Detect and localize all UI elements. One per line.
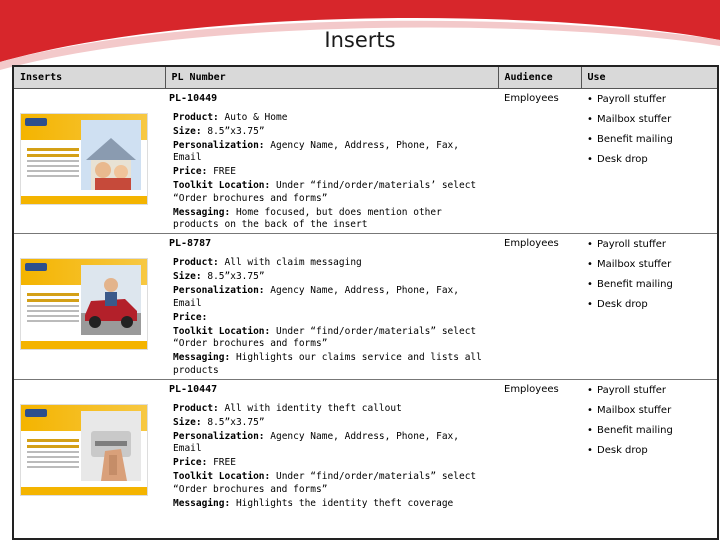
- insert-thumbnail-icon: [20, 404, 148, 496]
- pl-number: PL-8787: [169, 238, 212, 249]
- audience-cell: Employees: [498, 88, 581, 234]
- product: Auto & Home: [224, 111, 288, 123]
- header-use: Use: [581, 66, 718, 88]
- list-item: • Benefit mailing: [587, 424, 711, 437]
- insert-description-cell: PL-8787 Product: All with claim messaging Size: 8.5”x3.75” Personalization: Agency Name, Address, Phone, Fax, Email Price: Toolkit Location: Under “find/order/materials” select “Order brochures and forms” Messaging: Highlights our claims service and lists all products: [165, 234, 498, 380]
- list-item: • Mailbox stuffer: [587, 404, 711, 417]
- product: All with identity theft callout: [224, 402, 402, 414]
- pl-number: PL-10447: [169, 383, 218, 395]
- personalization: Agency Name, Address, Phone, Fax, Email: [173, 285, 459, 309]
- toolkit-location: Under “find/order/materials” select “Order brochures and forms”: [173, 471, 477, 495]
- price: FREE: [213, 166, 236, 177]
- price: FREE: [213, 457, 236, 468]
- table-row: [13, 234, 718, 380]
- size: 8.5”x3.75”: [207, 271, 265, 282]
- inserts-table: [12, 65, 719, 540]
- size: 8.5”x3.75”: [207, 125, 265, 137]
- size: 8.5”x3.75”: [207, 416, 265, 428]
- insert-image-cell: [13, 379, 165, 539]
- use-cell: [581, 234, 718, 380]
- insert-image-cell: [13, 88, 165, 234]
- list-item: • Desk drop: [587, 153, 711, 166]
- list-item: • Payroll stuffer: [587, 93, 711, 106]
- use-list: [587, 93, 711, 166]
- insert-image-cell: [13, 234, 165, 380]
- use-list: [587, 238, 711, 311]
- insert-description-cell: PL-10449 Product: Auto & Home Size: 8.5”x3.75” Personalization: Agency Name, Address, Phone, Fax, Email Price: FREE Toolkit Location: Under “find/order/materials’ select “Order brochures and forms” Messaging: Home focused, but does mention other products on the back of the insert: [165, 88, 498, 234]
- toolkit-location: Under “find/order/materials” select “Order brochures and forms”: [173, 325, 477, 349]
- list-item: • Payroll stuffer: [587, 238, 711, 251]
- personalization: Agency Name, Address, Phone, Fax, Email: [173, 430, 459, 454]
- messaging: Home focused, but does mention other products on the back of the insert: [173, 206, 442, 230]
- insert-description-cell: PL-10447 Product: All with identity theft callout Size: 8.5”x3.75” Personalization: Agency Name, Address, Phone, Fax, Email Price: FREE Toolkit Location: Under “find/order/materials” select “Order brochures and forms” Messaging: Highlights the identity theft coverage: [165, 379, 498, 539]
- insert-thumbnail-icon: [20, 113, 148, 205]
- list-item: • Benefit mailing: [587, 133, 711, 146]
- table-row: [13, 379, 718, 539]
- list-item: • Payroll stuffer: [587, 384, 711, 397]
- header-audience: Audience: [498, 66, 581, 88]
- product: All with claim messaging: [224, 257, 362, 268]
- page-title: Inserts: [324, 28, 396, 52]
- list-item: • Desk drop: [587, 444, 711, 457]
- pl-number: PL-10449: [169, 92, 218, 104]
- table-header-row: [13, 66, 718, 88]
- toolkit-location: Under “find/order/materials’ select “Order brochures and forms”: [173, 180, 477, 204]
- table-row: [13, 88, 718, 234]
- use-cell: [581, 88, 718, 234]
- list-item: • Desk drop: [587, 298, 711, 311]
- personalization: Agency Name, Address, Phone, Fax, Email: [173, 139, 459, 163]
- audience-cell: Employees: [498, 234, 581, 380]
- header-inserts: Inserts: [13, 66, 165, 88]
- audience-cell: Employees: [498, 379, 581, 539]
- list-item: • Mailbox stuffer: [587, 113, 711, 126]
- use-list: [587, 384, 711, 457]
- messaging: Highlights our claims service and lists all products: [173, 352, 482, 376]
- header-pl-number: PL Number: [165, 66, 498, 88]
- insert-thumbnail-icon: [20, 258, 148, 350]
- list-item: • Benefit mailing: [587, 278, 711, 291]
- use-cell: [581, 379, 718, 539]
- messaging: Highlights the identity theft coverage: [235, 497, 454, 509]
- list-item: • Mailbox stuffer: [587, 258, 711, 271]
